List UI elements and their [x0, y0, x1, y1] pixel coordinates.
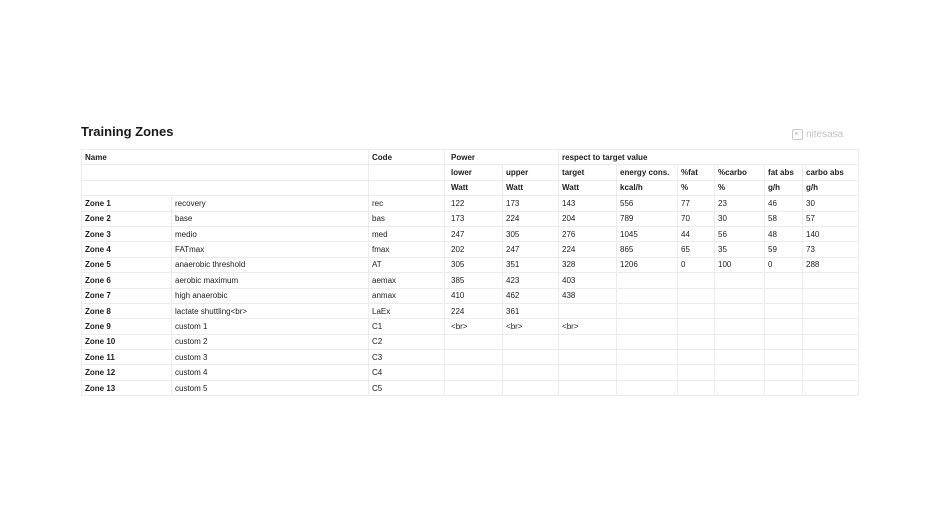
energy-cell: 1206 — [617, 257, 678, 272]
zone-description-cell: custom 2 — [172, 334, 369, 349]
zone-name-cell: Zone 6 — [82, 273, 172, 288]
power-target-cell: 403 — [559, 273, 617, 288]
table-row — [82, 334, 859, 349]
carbo-pct-cell: 35 — [715, 242, 765, 257]
table-row — [82, 257, 859, 272]
zone-name-cell: Zone 8 — [82, 303, 172, 318]
power-target-cell: <br> — [559, 319, 617, 334]
power-upper-cell — [503, 334, 559, 349]
energy-cell: 556 — [617, 196, 678, 211]
code-header: Code — [369, 150, 445, 165]
power-upper-cell: <br> — [503, 319, 559, 334]
carbo-abs-cell — [803, 365, 859, 380]
power-lower-cell — [445, 334, 503, 349]
respect-header: respect to target value — [559, 150, 859, 165]
energy-cell — [617, 334, 678, 349]
carbo-abs-cell — [803, 288, 859, 303]
energy-cell — [617, 350, 678, 365]
zone-description-cell: custom 3 — [172, 350, 369, 365]
table-row — [82, 288, 859, 303]
power-target-cell: 276 — [559, 226, 617, 241]
power-target-cell: 224 — [559, 242, 617, 257]
fat-abs-unit: g/h — [765, 180, 803, 195]
zone-code-cell: anmax — [369, 288, 445, 303]
carbo-pct-header: %carbo — [715, 165, 765, 180]
zone-name-cell: Zone 2 — [82, 211, 172, 226]
carbo-abs-cell — [803, 303, 859, 318]
target-header: target — [559, 165, 617, 180]
power-lower-cell: 122 — [445, 196, 503, 211]
fat-pct-cell: 65 — [678, 242, 715, 257]
energy-unit: kcal/h — [617, 180, 678, 195]
fat-pct-unit: % — [678, 180, 715, 195]
table-row — [82, 196, 859, 211]
zone-description-cell: FATmax — [172, 242, 369, 257]
fat-pct-cell: 70 — [678, 211, 715, 226]
fat-pct-cell: 0 — [678, 257, 715, 272]
carbo-pct-cell: 56 — [715, 226, 765, 241]
fat-abs-cell: 48 — [765, 226, 803, 241]
zone-code-cell: C5 — [369, 380, 445, 395]
carbo-pct-cell — [715, 273, 765, 288]
power-lower-cell — [445, 380, 503, 395]
zone-description-cell: lactate shuttling<br> — [172, 303, 369, 318]
fat-pct-cell — [678, 273, 715, 288]
carbo-abs-cell — [803, 380, 859, 395]
power-target-cell: 204 — [559, 211, 617, 226]
carbo-pct-cell — [715, 303, 765, 318]
table-row — [82, 226, 859, 241]
zone-code-cell: AT — [369, 257, 445, 272]
zone-name-cell: Zone 13 — [82, 380, 172, 395]
empty-cell — [82, 165, 369, 180]
zone-code-cell: C3 — [369, 350, 445, 365]
camera-icon — [792, 129, 803, 140]
power-upper-cell: 247 — [503, 242, 559, 257]
carbo-abs-cell: 288 — [803, 257, 859, 272]
zone-name-cell: Zone 10 — [82, 334, 172, 349]
zone-name-cell: Zone 5 — [82, 257, 172, 272]
power-upper-cell: 224 — [503, 211, 559, 226]
table-row — [82, 211, 859, 226]
upper-header: upper — [503, 165, 559, 180]
power-target-cell — [559, 365, 617, 380]
carbo-pct-cell — [715, 319, 765, 334]
power-lower-cell: 173 — [445, 211, 503, 226]
energy-cell — [617, 365, 678, 380]
power-target-cell: 328 — [559, 257, 617, 272]
carbo-abs-cell — [803, 334, 859, 349]
zone-description-cell: anaerobic threshold — [172, 257, 369, 272]
power-target-cell — [559, 380, 617, 395]
carbo-abs-cell: 73 — [803, 242, 859, 257]
energy-cell — [617, 380, 678, 395]
zone-code-cell: rec — [369, 196, 445, 211]
power-lower-cell — [445, 365, 503, 380]
table-row — [82, 303, 859, 318]
fat-pct-cell — [678, 365, 715, 380]
zone-code-cell: med — [369, 226, 445, 241]
energy-cell: 789 — [617, 211, 678, 226]
fat-pct-cell — [678, 350, 715, 365]
carbo-abs-cell: 140 — [803, 226, 859, 241]
power-upper-cell: 305 — [503, 226, 559, 241]
zone-description-cell: aerobic maximum — [172, 273, 369, 288]
zone-name-cell: Zone 4 — [82, 242, 172, 257]
lower-header: lower — [445, 165, 503, 180]
carbo-pct-cell — [715, 365, 765, 380]
energy-cell — [617, 273, 678, 288]
zone-name-cell: Zone 9 — [82, 319, 172, 334]
name-header: Name — [82, 150, 369, 165]
zone-description-cell: recovery — [172, 196, 369, 211]
energy-cell — [617, 319, 678, 334]
energy-cell: 1045 — [617, 226, 678, 241]
fat-abs-cell — [765, 334, 803, 349]
lower-unit: Watt — [445, 180, 503, 195]
power-upper-cell — [503, 380, 559, 395]
carbo-abs-unit: g/h — [803, 180, 859, 195]
watermark — [792, 129, 843, 140]
page-title: Training Zones — [81, 124, 174, 139]
power-upper-cell: 423 — [503, 273, 559, 288]
carbo-pct-unit: % — [715, 180, 765, 195]
energy-cell: 865 — [617, 242, 678, 257]
carbo-pct-cell — [715, 380, 765, 395]
fat-pct-cell — [678, 334, 715, 349]
power-target-cell — [559, 334, 617, 349]
table-row — [82, 380, 859, 395]
carbo-abs-cell — [803, 273, 859, 288]
power-target-cell — [559, 303, 617, 318]
zone-code-cell: C2 — [369, 334, 445, 349]
table-row — [82, 365, 859, 380]
zone-description-cell: custom 4 — [172, 365, 369, 380]
power-lower-cell: 224 — [445, 303, 503, 318]
power-upper-cell — [503, 350, 559, 365]
power-lower-cell: 305 — [445, 257, 503, 272]
power-lower-cell: <br> — [445, 319, 503, 334]
power-lower-cell: 247 — [445, 226, 503, 241]
fat-abs-cell: 59 — [765, 242, 803, 257]
carbo-pct-cell — [715, 288, 765, 303]
zone-code-cell: C1 — [369, 319, 445, 334]
zone-name-cell: Zone 3 — [82, 226, 172, 241]
zone-code-cell: aemax — [369, 273, 445, 288]
zone-code-cell: fmax — [369, 242, 445, 257]
power-target-cell — [559, 350, 617, 365]
carbo-abs-cell: 30 — [803, 196, 859, 211]
table-row — [82, 350, 859, 365]
power-upper-cell: 351 — [503, 257, 559, 272]
fat-abs-cell — [765, 288, 803, 303]
power-lower-cell: 385 — [445, 273, 503, 288]
watermark-text: nitesasa — [806, 129, 844, 140]
energy-header: energy cons. — [617, 165, 678, 180]
fat-abs-cell — [765, 303, 803, 318]
power-lower-cell — [445, 350, 503, 365]
carbo-pct-cell: 30 — [715, 211, 765, 226]
fat-pct-cell: 44 — [678, 226, 715, 241]
fat-pct-cell — [678, 288, 715, 303]
carbo-pct-cell — [715, 334, 765, 349]
power-target-cell: 143 — [559, 196, 617, 211]
carbo-pct-cell: 100 — [715, 257, 765, 272]
zone-name-cell: Zone 1 — [82, 196, 172, 211]
power-target-cell: 438 — [559, 288, 617, 303]
table-row — [82, 242, 859, 257]
subheader-row — [82, 165, 859, 180]
fat-abs-cell — [765, 365, 803, 380]
fat-abs-cell — [765, 350, 803, 365]
fat-pct-header: %fat — [678, 165, 715, 180]
fat-pct-cell — [678, 303, 715, 318]
fat-abs-cell — [765, 380, 803, 395]
power-lower-cell: 202 — [445, 242, 503, 257]
upper-unit: Watt — [503, 180, 559, 195]
table-body — [82, 150, 859, 396]
energy-cell — [617, 303, 678, 318]
carbo-abs-cell — [803, 319, 859, 334]
zone-description-cell: custom 5 — [172, 380, 369, 395]
power-header: Power — [445, 150, 559, 165]
target-unit: Watt — [559, 180, 617, 195]
fat-abs-cell — [765, 273, 803, 288]
zone-code-cell: C4 — [369, 365, 445, 380]
fat-pct-cell: 77 — [678, 196, 715, 211]
fat-abs-header: fat abs — [765, 165, 803, 180]
table-row — [82, 273, 859, 288]
training-zones-table — [81, 149, 859, 396]
energy-cell — [617, 288, 678, 303]
carbo-abs-header: carbo abs — [803, 165, 859, 180]
fat-pct-cell — [678, 319, 715, 334]
zone-description-cell: high anaerobic — [172, 288, 369, 303]
zone-description-cell: medio — [172, 226, 369, 241]
zone-name-cell: Zone 11 — [82, 350, 172, 365]
units-row — [82, 180, 859, 195]
empty-cell — [369, 180, 445, 195]
fat-abs-cell: 58 — [765, 211, 803, 226]
carbo-abs-cell: 57 — [803, 211, 859, 226]
zone-code-cell: LaEx — [369, 303, 445, 318]
zone-description-cell: base — [172, 211, 369, 226]
zone-description-cell: custom 1 — [172, 319, 369, 334]
fat-abs-cell — [765, 319, 803, 334]
zone-code-cell: bas — [369, 211, 445, 226]
power-upper-cell: 462 — [503, 288, 559, 303]
power-upper-cell: 361 — [503, 303, 559, 318]
power-lower-cell: 410 — [445, 288, 503, 303]
table-row — [82, 319, 859, 334]
empty-cell — [369, 165, 445, 180]
header-row — [82, 150, 859, 165]
power-upper-cell: 173 — [503, 196, 559, 211]
zone-name-cell: Zone 7 — [82, 288, 172, 303]
fat-pct-cell — [678, 380, 715, 395]
carbo-pct-cell: 23 — [715, 196, 765, 211]
fat-abs-cell: 46 — [765, 196, 803, 211]
empty-cell — [82, 180, 369, 195]
carbo-pct-cell — [715, 350, 765, 365]
fat-abs-cell: 0 — [765, 257, 803, 272]
carbo-abs-cell — [803, 350, 859, 365]
zone-name-cell: Zone 12 — [82, 365, 172, 380]
power-upper-cell — [503, 365, 559, 380]
